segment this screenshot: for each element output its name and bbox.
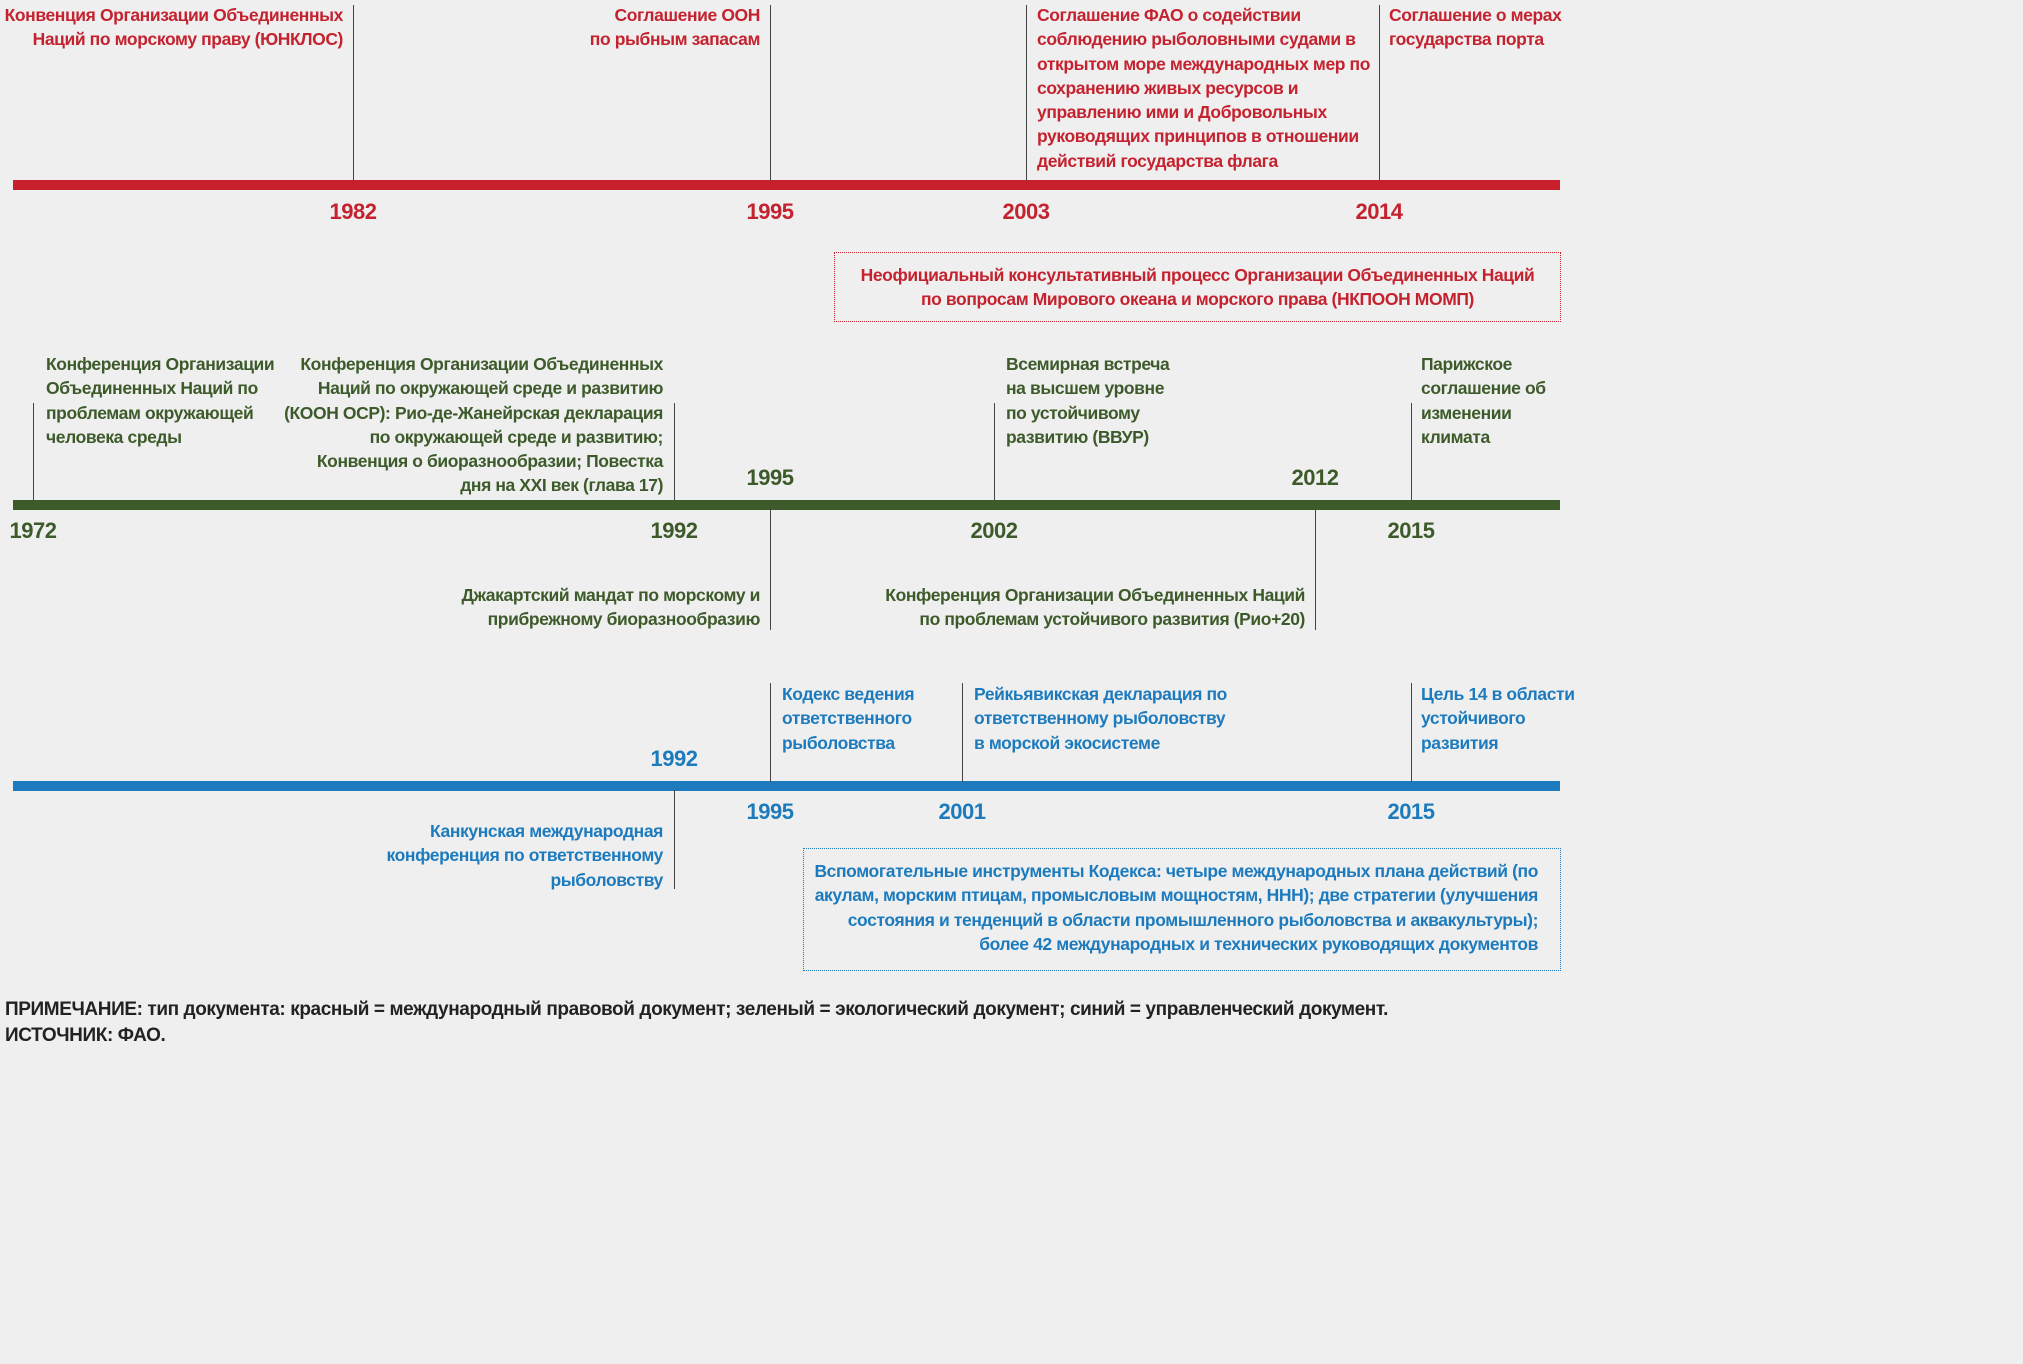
event-sdg-14: Цель 14 в области устойчивого развития: [1421, 684, 1575, 753]
year-1995-blue: 1995: [746, 799, 794, 824]
tick-2003: [1026, 5, 1027, 181]
legal-instruments-timeline: [13, 180, 1560, 190]
event-code-of-conduct: Кодекс ведения ответственного рыболовства: [782, 684, 915, 753]
environmental-instruments-timeline: [13, 500, 1560, 510]
tick-1995: [770, 5, 771, 181]
tick-1995-below: [770, 509, 771, 630]
event-jakarta-mandate: Джакартский мандат по морскому и прибрежному биоразнообразию: [461, 585, 760, 630]
tick-1995-blue: [770, 683, 771, 782]
year-2015: 2015: [1387, 518, 1435, 543]
year-1992-blue: 1992: [650, 746, 698, 771]
tick-2015-blue: [1411, 683, 1412, 782]
event-reykjavik-declaration: Рейкьявикская декларация по ответственному рыболовству в морской экосистеме: [974, 684, 1227, 753]
tick-2012-below: [1315, 509, 1316, 630]
tick-1972: [33, 403, 34, 501]
year-1992: 1992: [650, 518, 698, 543]
event-paris-2015: Парижское соглашение об изменении климата: [1421, 354, 1546, 447]
event-fao-compliance: Соглашение ФАО о содействии соблюдению рыболовными судами в открытом море международных мер по сохранению живых ресурсов и управлению ими и Добровольных руководящих принципов в отношении действий государства флага: [1037, 5, 1370, 171]
tick-2014: [1379, 5, 1380, 181]
event-stockholm-1972: Конференция Организации Объединенных Наций по проблемам окружающей человека среды: [46, 354, 275, 447]
event-rio-plus-20: Конференция Организации Объединенных Наций по проблемам устойчивого развития (Рио+20): [885, 585, 1305, 630]
year-2001: 2001: [938, 799, 986, 824]
year-2012: 2012: [1291, 465, 1339, 490]
event-cancun-conference: Канкунская международная конференция по ответственному рыболовству: [386, 821, 663, 890]
code-instruments-text: Вспомогательные инструменты Кодекса: четыре международных плана действий (по акулам, морским птицам, промысловым мощностям, ННН); две стратегии (улучшения состояния и тенденций в области промышленного рыболовства и аквакультуры); более 42 международных и технических руководящих документов: [814, 861, 1538, 954]
footer-source: ИСТОЧНИК: ФАО.: [5, 1025, 166, 1046]
event-port-state: Соглашение о мерах государства порта: [1389, 5, 1562, 50]
tick-1992: [674, 403, 675, 501]
tick-2015: [1411, 403, 1412, 501]
event-unclos: Конвенция Организации Объединенных Наций по морскому праву (ЮНКЛОС): [4, 5, 343, 50]
icp-box: [834, 252, 1561, 322]
year-1982: 1982: [329, 199, 377, 224]
tick-1982: [353, 5, 354, 181]
code-instruments-box: [803, 848, 1561, 971]
year-1995: 1995: [746, 199, 794, 224]
tick-1992-blue: [674, 790, 675, 889]
tick-2002: [994, 403, 995, 501]
year-2015-blue: 2015: [1387, 799, 1435, 824]
icp-box-text: Неофициальный консультативный процесс Организации Объединенных Наций по вопросам Мирового океана и морского права (НКПООН МОМП): [860, 265, 1535, 310]
event-unced-1992: Конференция Организации Объединенных Наций по окружающей среде и развитию (КООН ОСР): Рио-де-Жанейрская декларация по окружающей среде и развитию; Конвенция о биоразнообразии; Повестка дня на XXI век (глава 17): [284, 354, 663, 496]
year-1995-green: 1995: [746, 465, 794, 490]
year-2014: 2014: [1355, 199, 1403, 224]
event-un-fish-stocks: Соглашение ООН по рыбным запасам: [589, 5, 760, 50]
footer-note: ПРИМЕЧАНИЕ: тип документа: красный = международный правовой документ; зеленый = экологический документ; синий = управленческий документ.: [5, 999, 1388, 1020]
year-2002: 2002: [970, 518, 1018, 543]
year-1972: 1972: [9, 518, 57, 543]
management-instruments-timeline: [13, 781, 1560, 791]
tick-2001: [962, 683, 963, 782]
event-wssd-2002: Всемирная встреча на высшем уровне по устойчивому развитию (ВВУР): [1006, 354, 1170, 447]
year-2003: 2003: [1002, 199, 1050, 224]
